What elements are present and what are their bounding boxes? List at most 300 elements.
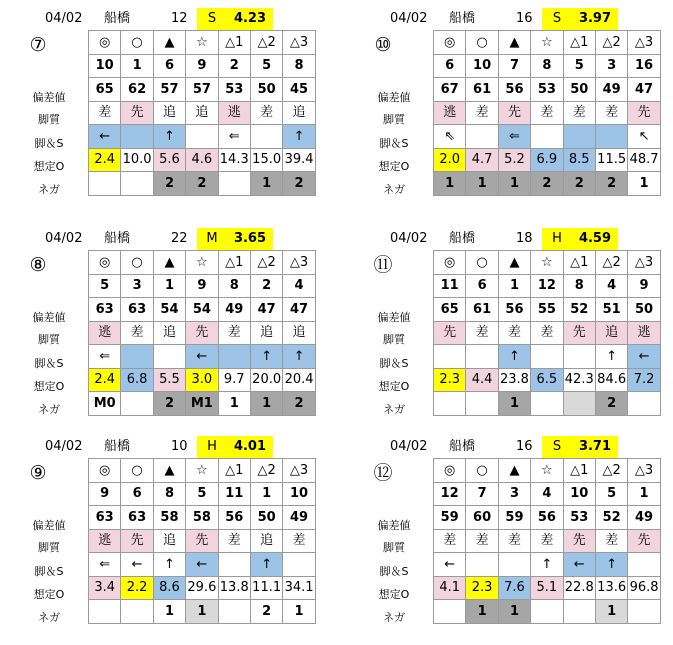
horse-number-cell: 9 bbox=[186, 54, 218, 78]
row-label: ネガ bbox=[38, 403, 60, 416]
expected-odds-cell: 4.7 bbox=[466, 148, 498, 172]
mark-cell: ☆ bbox=[531, 31, 563, 55]
expected-odds-cell: 15.0 bbox=[250, 148, 282, 172]
race-number: ⑪ bbox=[373, 254, 393, 276]
deviation-cell: 63 bbox=[121, 506, 153, 530]
running-style-cell: 先 bbox=[628, 101, 660, 125]
mark-cell: ▲ bbox=[498, 459, 530, 483]
running-style-cell: 差 bbox=[563, 101, 595, 125]
mark-cell: ▲ bbox=[498, 251, 530, 275]
expected-odds-cell: 5.5 bbox=[153, 368, 185, 392]
race-venue: 船橋 bbox=[449, 231, 476, 246]
race-header bbox=[26, 8, 346, 30]
race-number: ⑫ bbox=[373, 462, 393, 484]
leg-speed-cell: ↑ bbox=[283, 125, 315, 149]
race-number: ⑧ bbox=[29, 254, 47, 276]
row-label: 偏差値 bbox=[377, 519, 411, 532]
horse-number-cell: 5 bbox=[595, 482, 627, 506]
running-style-cell: 逃 bbox=[218, 101, 250, 125]
running-style-cell: 差 bbox=[595, 101, 627, 125]
race-block bbox=[26, 8, 326, 208]
table-row bbox=[89, 368, 316, 392]
leg-speed-cell bbox=[595, 125, 627, 149]
prediction-table bbox=[433, 30, 661, 196]
table-row bbox=[89, 54, 316, 78]
horse-number-cell: 3 bbox=[498, 482, 530, 506]
table-row bbox=[89, 345, 316, 369]
deviation-cell: 49 bbox=[595, 78, 627, 102]
running-style-cell: 先 bbox=[186, 321, 218, 345]
runner-count: 16 bbox=[516, 439, 533, 454]
leg-speed-cell bbox=[498, 553, 530, 577]
running-style-cell: 差 bbox=[498, 321, 530, 345]
race-block bbox=[371, 228, 671, 428]
race-grade: H bbox=[542, 228, 572, 250]
leg-speed-cell bbox=[466, 125, 498, 149]
negative-cell bbox=[89, 600, 121, 624]
leg-speed-cell: ↑ bbox=[498, 345, 530, 369]
deviation-cell: 63 bbox=[121, 298, 153, 322]
race-date: 04/02 bbox=[390, 439, 428, 454]
row-label: 想定O bbox=[378, 588, 410, 601]
negative-cell bbox=[121, 600, 153, 624]
running-style-cell: 差 bbox=[466, 321, 498, 345]
deviation-cell: 61 bbox=[466, 78, 498, 102]
table-row bbox=[89, 459, 316, 483]
expected-odds-cell: 22.8 bbox=[563, 576, 595, 600]
deviation-cell: 57 bbox=[153, 78, 185, 102]
race-grade: S bbox=[542, 436, 572, 458]
runner-count: 10 bbox=[171, 439, 188, 454]
running-style-cell: 差 bbox=[250, 101, 282, 125]
running-style-cell: 差 bbox=[466, 101, 498, 125]
expected-odds-cell: 6.8 bbox=[121, 368, 153, 392]
running-style-cell: 逃 bbox=[628, 321, 660, 345]
deviation-cell: 59 bbox=[434, 506, 466, 530]
row-label: 偏差値 bbox=[32, 91, 66, 104]
mark-cell: △2 bbox=[595, 459, 627, 483]
leg-speed-cell bbox=[121, 125, 153, 149]
runner-count: 22 bbox=[171, 231, 188, 246]
expected-odds-cell: 14.3 bbox=[218, 148, 250, 172]
race-number: ⑩ bbox=[374, 34, 392, 56]
leg-speed-cell: ↑ bbox=[595, 553, 627, 577]
horse-number-cell: 11 bbox=[218, 482, 250, 506]
horse-number-cell: 1 bbox=[153, 274, 185, 298]
running-style-cell: 先 bbox=[121, 101, 153, 125]
mark-cell: △2 bbox=[595, 31, 627, 55]
mark-cell: △2 bbox=[250, 459, 282, 483]
mark-cell: ○ bbox=[466, 251, 498, 275]
horse-number-cell: 3 bbox=[595, 54, 627, 78]
table-row bbox=[89, 78, 316, 102]
row-label: 想定O bbox=[33, 160, 65, 173]
negative-cell: 1 bbox=[153, 600, 185, 624]
table-row bbox=[434, 368, 661, 392]
negative-cell: M1 bbox=[186, 392, 218, 416]
running-style-cell: 逃 bbox=[89, 321, 121, 345]
leg-speed-cell bbox=[531, 345, 563, 369]
mark-cell: ○ bbox=[121, 459, 153, 483]
expected-odds-cell: 5.2 bbox=[498, 148, 530, 172]
leg-speed-cell: ↑ bbox=[283, 345, 315, 369]
leg-speed-cell bbox=[628, 553, 660, 577]
negative-cell: 2 bbox=[250, 600, 282, 624]
expected-odds-cell: 2.3 bbox=[434, 368, 466, 392]
row-label: 偏差値 bbox=[377, 91, 411, 104]
mark-cell: ◎ bbox=[89, 31, 121, 55]
mark-cell: △1 bbox=[563, 251, 595, 275]
table-row bbox=[89, 31, 316, 55]
table-row bbox=[89, 125, 316, 149]
race-date: 04/02 bbox=[390, 231, 428, 246]
table-row bbox=[89, 101, 316, 125]
running-style-cell: 差 bbox=[531, 529, 563, 553]
negative-cell bbox=[89, 172, 121, 196]
running-style-cell: 先 bbox=[628, 529, 660, 553]
running-style-cell: 追 bbox=[283, 101, 315, 125]
leg-speed-cell bbox=[563, 125, 595, 149]
table-row bbox=[434, 553, 661, 577]
mark-cell: ▲ bbox=[153, 459, 185, 483]
horse-number-cell: 4 bbox=[283, 274, 315, 298]
deviation-cell: 65 bbox=[434, 298, 466, 322]
expected-odds-cell: 42.3 bbox=[563, 368, 595, 392]
horse-number-cell: 9 bbox=[89, 482, 121, 506]
negative-cell bbox=[218, 172, 250, 196]
deviation-cell: 65 bbox=[89, 78, 121, 102]
row-label: ネガ bbox=[383, 403, 405, 416]
row-label: 脚質 bbox=[383, 541, 405, 554]
race-venue: 船橋 bbox=[104, 11, 131, 26]
race-block bbox=[371, 8, 671, 208]
deviation-cell: 47 bbox=[628, 78, 660, 102]
runner-count: 16 bbox=[516, 11, 533, 26]
mark-cell: ◎ bbox=[89, 251, 121, 275]
negative-cell bbox=[434, 600, 466, 624]
running-style-cell: 先 bbox=[434, 321, 466, 345]
expected-odds-cell: 8.5 bbox=[563, 148, 595, 172]
runner-count: 12 bbox=[171, 11, 188, 26]
row-label: 脚質 bbox=[38, 333, 60, 346]
leg-speed-cell bbox=[153, 345, 185, 369]
table-row bbox=[434, 172, 661, 196]
runner-count: 18 bbox=[516, 231, 533, 246]
race-header bbox=[26, 228, 346, 250]
expected-odds-cell: 4.4 bbox=[466, 368, 498, 392]
horse-number-cell: 12 bbox=[434, 482, 466, 506]
running-style-cell: 追 bbox=[250, 321, 282, 345]
leg-speed-cell: ← bbox=[186, 345, 218, 369]
expected-odds-cell: 13.6 bbox=[595, 576, 627, 600]
mark-cell: ☆ bbox=[531, 251, 563, 275]
race-block bbox=[26, 228, 326, 428]
running-style-cell: 差 bbox=[595, 529, 627, 553]
deviation-cell: 61 bbox=[466, 298, 498, 322]
row-label: 脚＆S bbox=[34, 357, 64, 370]
row-label: 脚＆S bbox=[379, 357, 409, 370]
leg-speed-cell: ⇐ bbox=[498, 125, 530, 149]
expected-odds-cell: 2.3 bbox=[466, 576, 498, 600]
table-row bbox=[89, 529, 316, 553]
table-row bbox=[434, 506, 661, 530]
leg-speed-cell: ↖ bbox=[628, 125, 660, 149]
horse-number-cell: 4 bbox=[531, 482, 563, 506]
leg-speed-cell: ↑ bbox=[595, 345, 627, 369]
horse-number-cell: 6 bbox=[153, 54, 185, 78]
running-style-cell: 差 bbox=[531, 101, 563, 125]
race-number: ⑦ bbox=[29, 34, 47, 56]
prediction-table bbox=[433, 458, 661, 624]
row-label: 脚質 bbox=[38, 541, 60, 554]
deviation-cell: 58 bbox=[153, 506, 185, 530]
deviation-cell: 50 bbox=[563, 78, 595, 102]
table-row bbox=[89, 553, 316, 577]
mark-cell: ☆ bbox=[531, 459, 563, 483]
expected-odds-cell: 10.0 bbox=[121, 148, 153, 172]
race-score: 3.65 bbox=[227, 228, 273, 250]
deviation-cell: 56 bbox=[498, 78, 530, 102]
row-label: 脚＆S bbox=[379, 565, 409, 578]
deviation-cell: 45 bbox=[283, 78, 315, 102]
table-row bbox=[89, 392, 316, 416]
leg-speed-cell: ↑ bbox=[531, 553, 563, 577]
mark-cell: △1 bbox=[563, 31, 595, 55]
negative-cell: 2 bbox=[595, 172, 627, 196]
horse-number-cell: 7 bbox=[498, 54, 530, 78]
row-label: 脚質 bbox=[383, 333, 405, 346]
expected-odds-cell: 8.6 bbox=[153, 576, 185, 600]
leg-speed-cell: ← bbox=[434, 553, 466, 577]
horse-number-cell: 5 bbox=[250, 54, 282, 78]
horse-number-cell: 4 bbox=[595, 274, 627, 298]
race-date: 04/02 bbox=[45, 231, 83, 246]
expected-odds-cell: 3.4 bbox=[89, 576, 121, 600]
prediction-table bbox=[88, 458, 316, 624]
negative-cell: 2 bbox=[186, 172, 218, 196]
race-date: 04/02 bbox=[45, 439, 83, 454]
mark-cell: ☆ bbox=[186, 31, 218, 55]
horse-number-cell: 8 bbox=[563, 274, 595, 298]
leg-speed-cell: ↑ bbox=[153, 553, 185, 577]
race-date: 04/02 bbox=[45, 11, 83, 26]
horse-number-cell: 8 bbox=[153, 482, 185, 506]
expected-odds-cell: 4.1 bbox=[434, 576, 466, 600]
row-label: 脚＆S bbox=[34, 137, 64, 150]
negative-cell: 1 bbox=[628, 172, 660, 196]
table-row bbox=[89, 251, 316, 275]
deviation-cell: 51 bbox=[595, 298, 627, 322]
race-grade: H bbox=[197, 436, 227, 458]
mark-cell: △3 bbox=[283, 459, 315, 483]
race-header bbox=[26, 436, 346, 458]
negative-cell: 1 bbox=[498, 172, 530, 196]
mark-cell: ◎ bbox=[434, 251, 466, 275]
horse-number-cell: 10 bbox=[563, 482, 595, 506]
mark-cell: ◎ bbox=[434, 31, 466, 55]
race-header bbox=[371, 436, 673, 458]
expected-odds-cell: 5.1 bbox=[531, 576, 563, 600]
table-row bbox=[434, 600, 661, 624]
race-venue: 船橋 bbox=[449, 11, 476, 26]
deviation-cell: 49 bbox=[218, 298, 250, 322]
leg-speed-cell bbox=[563, 345, 595, 369]
mark-cell: ▲ bbox=[498, 31, 530, 55]
row-label: 脚質 bbox=[38, 113, 60, 126]
horse-number-cell: 1 bbox=[498, 274, 530, 298]
mark-cell: △2 bbox=[250, 31, 282, 55]
expected-odds-cell: 6.5 bbox=[531, 368, 563, 392]
race-grade: S bbox=[197, 8, 227, 30]
race-grade: M bbox=[197, 228, 227, 250]
leg-speed-cell: ⇐ bbox=[89, 553, 121, 577]
leg-speed-cell: ↑ bbox=[153, 125, 185, 149]
deviation-cell: 54 bbox=[186, 298, 218, 322]
negative-cell: 2 bbox=[283, 392, 315, 416]
negative-cell bbox=[563, 600, 595, 624]
negative-cell: 1 bbox=[186, 600, 218, 624]
row-label: ネガ bbox=[38, 611, 60, 624]
race-block bbox=[26, 436, 326, 636]
negative-cell: 1 bbox=[250, 392, 282, 416]
mark-cell: ▲ bbox=[153, 251, 185, 275]
mark-cell: △1 bbox=[218, 31, 250, 55]
horse-number-cell: 3 bbox=[121, 274, 153, 298]
mark-cell: △3 bbox=[628, 31, 660, 55]
expected-odds-cell: 39.4 bbox=[283, 148, 315, 172]
row-label: 想定O bbox=[33, 380, 65, 393]
race-score: 3.71 bbox=[572, 436, 618, 458]
race-header bbox=[371, 8, 673, 30]
horse-number-cell: 10 bbox=[89, 54, 121, 78]
mark-cell: △3 bbox=[628, 251, 660, 275]
mark-cell: ○ bbox=[121, 251, 153, 275]
negative-cell: 1 bbox=[466, 172, 498, 196]
row-label: 想定O bbox=[378, 160, 410, 173]
running-style-cell: 逃 bbox=[434, 101, 466, 125]
race-grade: S bbox=[542, 8, 572, 30]
race-header bbox=[371, 228, 673, 250]
negative-cell bbox=[218, 600, 250, 624]
negative-cell bbox=[531, 392, 563, 416]
race-block bbox=[371, 436, 671, 636]
negative-cell: M0 bbox=[89, 392, 121, 416]
deviation-cell: 50 bbox=[250, 78, 282, 102]
row-label: 想定O bbox=[378, 380, 410, 393]
table-row bbox=[434, 251, 661, 275]
table-row bbox=[89, 506, 316, 530]
running-style-cell: 追 bbox=[595, 321, 627, 345]
deviation-cell: 54 bbox=[153, 298, 185, 322]
running-style-cell: 先 bbox=[563, 321, 595, 345]
negative-cell: 1 bbox=[466, 600, 498, 624]
deviation-cell: 53 bbox=[531, 78, 563, 102]
table-row bbox=[89, 172, 316, 196]
running-style-cell: 差 bbox=[498, 529, 530, 553]
mark-cell: ◎ bbox=[434, 459, 466, 483]
negative-cell bbox=[531, 600, 563, 624]
table-row bbox=[434, 529, 661, 553]
running-style-cell: 追 bbox=[186, 101, 218, 125]
row-label: 脚質 bbox=[383, 113, 405, 126]
table-row bbox=[89, 148, 316, 172]
expected-odds-cell: 13.8 bbox=[218, 576, 250, 600]
expected-odds-cell: 9.7 bbox=[218, 368, 250, 392]
running-style-cell: 追 bbox=[153, 529, 185, 553]
expected-odds-cell: 7.6 bbox=[498, 576, 530, 600]
table-row bbox=[434, 298, 661, 322]
negative-cell bbox=[121, 392, 153, 416]
running-style-cell: 追 bbox=[153, 101, 185, 125]
running-style-cell: 先 bbox=[121, 529, 153, 553]
leg-speed-cell: ← bbox=[186, 553, 218, 577]
table-row bbox=[434, 482, 661, 506]
deviation-cell: 60 bbox=[466, 506, 498, 530]
leg-speed-cell bbox=[186, 125, 218, 149]
horse-number-cell: 9 bbox=[186, 274, 218, 298]
leg-speed-cell: ⇐ bbox=[218, 125, 250, 149]
running-style-cell: 差 bbox=[434, 529, 466, 553]
expected-odds-cell: 84.6 bbox=[595, 368, 627, 392]
running-style-cell: 差 bbox=[121, 321, 153, 345]
leg-speed-cell: ← bbox=[89, 125, 121, 149]
row-label: ネガ bbox=[383, 183, 405, 196]
negative-cell bbox=[628, 392, 660, 416]
running-style-cell: 追 bbox=[153, 321, 185, 345]
deviation-cell: 55 bbox=[531, 298, 563, 322]
leg-speed-cell bbox=[466, 345, 498, 369]
race-score: 3.97 bbox=[572, 8, 618, 30]
table-row bbox=[89, 576, 316, 600]
running-style-cell: 追 bbox=[250, 529, 282, 553]
negative-cell bbox=[121, 172, 153, 196]
deviation-cell: 52 bbox=[563, 298, 595, 322]
deviation-cell: 52 bbox=[595, 506, 627, 530]
leg-speed-cell: ← bbox=[628, 345, 660, 369]
expected-odds-cell: 29.6 bbox=[186, 576, 218, 600]
horse-number-cell: 2 bbox=[250, 274, 282, 298]
expected-odds-cell: 34.1 bbox=[283, 576, 315, 600]
leg-speed-cell bbox=[466, 553, 498, 577]
leg-speed-cell bbox=[283, 553, 315, 577]
expected-odds-cell: 2.2 bbox=[121, 576, 153, 600]
table-row bbox=[434, 54, 661, 78]
negative-cell: 2 bbox=[531, 172, 563, 196]
mark-cell: △2 bbox=[595, 251, 627, 275]
leg-speed-cell bbox=[218, 553, 250, 577]
negative-cell: 1 bbox=[434, 172, 466, 196]
prediction-table bbox=[88, 30, 316, 196]
horse-number-cell: 7 bbox=[466, 482, 498, 506]
mark-cell: ○ bbox=[466, 459, 498, 483]
running-style-cell: 先 bbox=[498, 101, 530, 125]
leg-speed-cell: ← bbox=[121, 553, 153, 577]
negative-cell: 1 bbox=[595, 600, 627, 624]
horse-number-cell: 12 bbox=[531, 274, 563, 298]
running-style-cell: 先 bbox=[186, 529, 218, 553]
expected-odds-cell: 11.5 bbox=[595, 148, 627, 172]
expected-odds-cell: 2.4 bbox=[89, 148, 121, 172]
expected-odds-cell: 3.0 bbox=[186, 368, 218, 392]
table-row bbox=[434, 31, 661, 55]
prediction-table bbox=[433, 250, 661, 416]
horse-number-cell: 5 bbox=[186, 482, 218, 506]
negative-cell bbox=[563, 392, 595, 416]
table-row bbox=[434, 576, 661, 600]
running-style-cell: 先 bbox=[563, 529, 595, 553]
expected-odds-cell: 96.8 bbox=[628, 576, 660, 600]
race-score: 4.23 bbox=[227, 8, 273, 30]
